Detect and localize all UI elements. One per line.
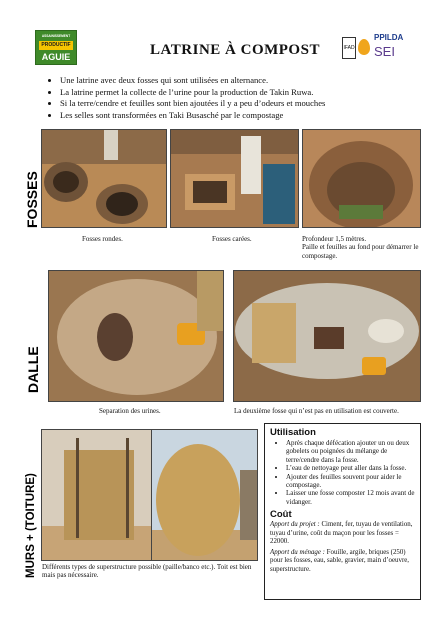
photo-straw-walls	[41, 429, 153, 561]
photo-round-hut	[151, 429, 258, 561]
bullet-item: • La latrine permet la collecte de l’urine pour la production de Takin Ruwa.	[60, 87, 448, 99]
aguie-logo	[35, 30, 77, 65]
photo-square-pits	[170, 129, 299, 228]
photo-round-pits	[41, 129, 167, 228]
bullet-item: • Une latrine avec deux fosses qui sont utilisées en alternance.	[60, 75, 448, 87]
partner-logos	[342, 33, 422, 63]
usage-item: • Laisser une fosse composter 12 mois avant de vidanger.	[286, 489, 416, 506]
photo-pit-depth	[302, 129, 421, 228]
cost-menage-text: Fouille, argile, briques (250) pour les fosses, eau, sable, gravier, main d’oeuvre, superstructure.	[270, 549, 410, 573]
sei-logo: SEI	[374, 44, 395, 59]
cost-projet	[270, 521, 416, 546]
cost-menage-label: Apport du ménage :	[270, 549, 325, 557]
caption-fosses-carrees: Fosses carées.	[212, 235, 252, 243]
section-label-murs: MURS + (TOITURE)	[25, 473, 37, 578]
caption-superstructure: Différents types de superstructure possible (paille/banco etc.). Toit est bien mais pas nécessaire.	[42, 563, 252, 580]
ifad-logo: IFAD	[342, 37, 356, 59]
section-label-fosses: FOSSES	[24, 171, 40, 228]
usage-item: • Après chaque défécation ajouter un ou deux gobelets ou poignées du mélange de terre/cendre dans la fosse.	[286, 439, 416, 464]
usage-box	[264, 423, 421, 600]
intro-bullets	[46, 75, 448, 121]
caption-fosses-rondes: Fosses rondes.	[82, 235, 123, 243]
logo-line-1: ASSAINISSEMENT	[41, 34, 71, 38]
ppilda-logo: PPILDA	[374, 33, 404, 42]
cost-projet-label: Apport du projet :	[270, 521, 320, 529]
usage-item: • Ajouter des feuilles souvent pour aider le compostage.	[286, 473, 416, 490]
cost-menage	[270, 549, 416, 574]
bullet-item: • Si la terre/cendre et feuilles sont bien ajoutées il y a peu d’odeurs et mouches	[60, 98, 448, 110]
logo-line-3: AGUIE	[41, 52, 71, 62]
usage-list	[270, 439, 416, 506]
logo-line-2: PRODUCTIF	[39, 41, 73, 50]
usage-item: • L’eau de nettoyage peut aller dans la fosse.	[286, 464, 416, 472]
drop-logo-icon	[358, 39, 370, 55]
page-title: LATRINE À COMPOST	[150, 42, 320, 58]
section-label-dalle: DALLE	[25, 346, 41, 393]
caption-profondeur: Profondeur 1,5 mètres. Paille et feuilles au fond pour démarrer le compostage.	[302, 235, 419, 260]
photo-urine-separation	[48, 270, 224, 402]
bullet-item: • Les selles sont transformées en Taki Busasché par le compostage	[60, 110, 448, 122]
photo-covered-pit	[233, 270, 421, 402]
caption-deuxieme-fosse: La deuxième fosse qui n’est pas en utilisation est couverte.	[234, 407, 399, 415]
cost-heading: Coût	[270, 509, 292, 521]
usage-heading: Utilisation	[270, 427, 316, 438]
caption-separation: Separation des urines.	[99, 407, 161, 415]
cost-projet-text: Ciment, fer, tuyau de ventilation, tuyau d’urine, coût du maçon pour les fosses = 22000.	[270, 521, 413, 545]
